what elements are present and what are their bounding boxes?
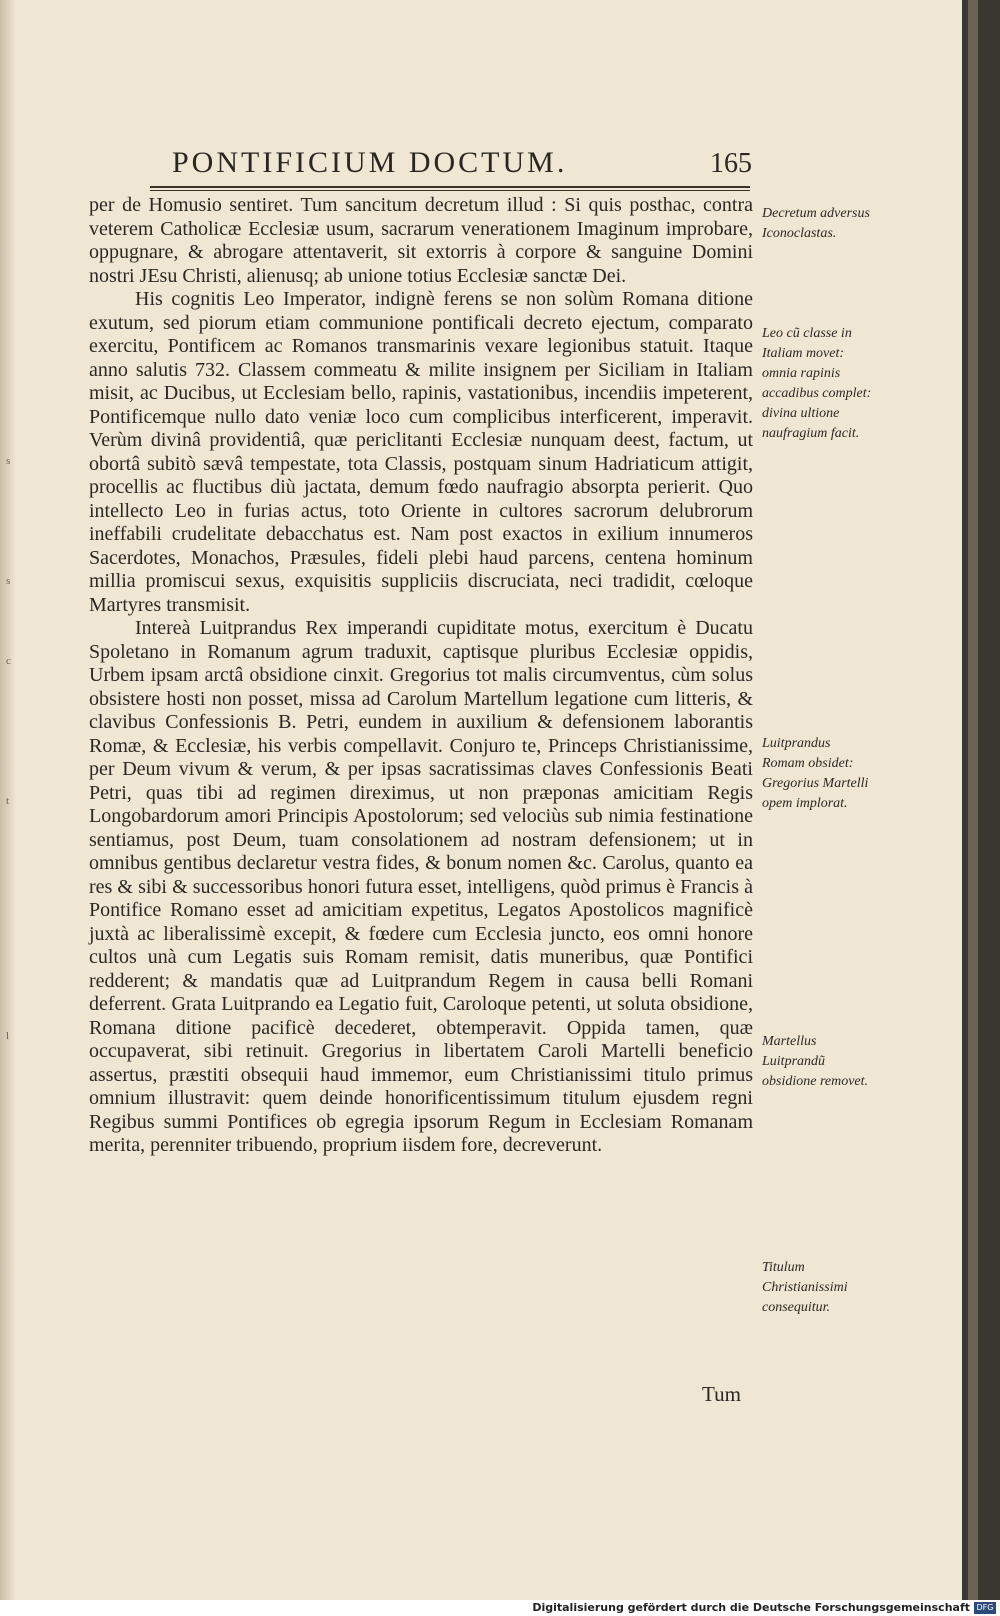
paragraph-3: Intereà Luitprandus Rex imperandi cupiditate motus, exercitum è Ducatu Spoletano in Romanum agrum traduxit, captisque pluribus Ecclesiæ oppidis, Urbem ipsam arctâ obsidione cinxit. Gregorius tot malis circumventus, cùm solus obsistere hosti non posset, missa ad Carolum Martellum legatione cum litteris, & clavibus Confessionis B. Petri, eundem in auxilium & defensionem laborantis Romæ, & Ecclesiæ, his verbis compellavit. Conjuro te, Princeps Christianissime, per Deum vivum & verum, & per ipsas sacratissimas claves Confessionis Beati Petri, quas tibi ad regimen direximus, ut non præponas amicitiam Regis Longobardorum amori Principis Apostolorum; sed velociùs sub nimia festinatione sentiamus, post Deum, tuam consolationem ad nostram defensionem; ut in omnibus gentibus declaretur vestra fides, & bonum nomen &c. Carolus, quanto ea res & sibi & successoribus honori futura esset, intelligens, quòd primus è Francis à Pontifice Romano esset ad amicitiam expetitus, Legatos Apostolicos magnificè juxtà ac liberalissimè excepit, & fœdere cum Ecclesia juncto, eos omni honore cultos unà cum Legatis suis Romam remisit, datis muneribus, quæ Pontifici redderent; & mandatis quæ ad Luitprandum Regem in causa belli Romani deferrent. Grata Luitprando ea Legatio fuit, Caroloque petenti, ut soluta obsidione, Romana ditione pacificè decederet, obtemperavit. Oppida tamen, quæ occupaverat, sibi retinuit. Gregorius in libertatem Caroli Martelli beneficio assertus, præstiti obsequii haud immemor, eum Christianissimi titulo primus omnium illustravit: quem deinde honorificentissimum titulum ejusdem regni Regibus summi Pontifices ob egregia ipsorum Regum in Ecclesiam Romanam merita, perenniter tribuendo, proprium iisdem fore, decreverunt. — [89, 617, 753, 1156]
digitization-footer — [0, 1600, 1000, 1616]
funding-credit: Digitalisierung gefördert durch die Deutsche Forschungsgemeinschaft — [532, 1601, 970, 1614]
paragraph-1: per de Homusio sentiret. Tum sancitum decretum illud : Si quis posthac, contra veterem Catholicæ Ecclesiæ usum, sacrarum venerationem Imaginum improbare, oppugnare, & abrogare attentaverit, sit extorris à corpore & sanguine Domini nostri JEsu Christi, alienusq; ab unione totius Ecclesiæ sanctæ Dei. — [89, 194, 753, 287]
bleed-mark: l — [6, 1030, 10, 1042]
catchword: Tum — [702, 1382, 741, 1406]
running-header — [172, 146, 752, 182]
bleed-mark: s — [6, 455, 11, 467]
main-text — [89, 194, 753, 1158]
header-rule-thin — [150, 190, 750, 191]
header-rule — [150, 186, 750, 188]
scan-edge — [962, 0, 1000, 1600]
marginal-note-2: Leo cũ classe in Italiam movet: omnia rapinis accadibus complet: divina ultione naufragium facit. — [762, 326, 872, 441]
marginal-note-5: Titulum Christianissimi consequitur. — [762, 1260, 848, 1315]
running-title: PONTIFICIUM DOCTUM. — [172, 146, 568, 179]
marginal-note-4: Martellus Luitprandũ obsidione removet. — [762, 1034, 869, 1089]
paragraph-2: His cognitis Leo Imperator, indignè ferens se non solùm Romana ditione exutum, sed piorum etiam communione pontificali decreto ejectum, comparato exercitu, Pontificem ac Romanos transmarinis vexare legionibus statuit. Itaque anno salutis 732. Classem commeatu & milite insignem per Siciliam in Italiam misit, ac Ducibus, ut Ecclesiam bello, rapinis, vastationibus, incendiis impeterent, Pontificemque nullo dato veniæ loco cum complicibus interficerent, imperavit. Verùm divinâ providentiâ, quæ periclitanti Ecclesiæ nunquam deest, factum, ut obortâ subitò sævâ tempestate, tota Classis, postquam sinum Hadriaticum attigit, procellis ac fluctibus diù jactata, demum fœdo naufragio absorpta perierit. Quo intellecto Leo in furias actus, toto Oriente in cultores sacrorum delubrorum ineffabili crudelitate debacchatus est. Nam post exactos in exilium innumeros Sacerdotes, Monachos, Præsules, fideli plebi haud parcens, centena hominum millia promiscui sexus, exquisitis suppliciis discruciata, neci tradidit, cœloque Martyres transmisit. — [89, 288, 753, 616]
marginal-note-3: Luitprandus Romam obsidet: Gregorius Martelli opem implorat. — [762, 736, 869, 811]
bleed-mark: t — [6, 795, 10, 807]
marginal-note-1: Decretum adversus Iconoclastas. — [762, 206, 870, 241]
bleed-mark: s — [6, 575, 11, 587]
page-number: 165 — [710, 148, 752, 179]
dfg-logo: DFG — [974, 1602, 996, 1614]
bleed-mark: c — [6, 655, 11, 667]
